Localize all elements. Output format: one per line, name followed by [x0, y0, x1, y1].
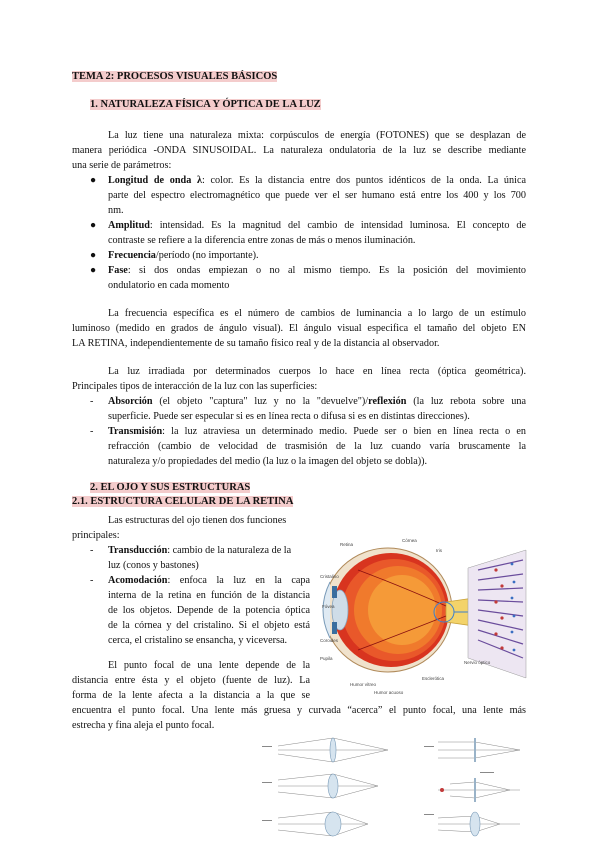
eye-label: Córnea: [402, 538, 417, 543]
lens-mark: [474, 778, 476, 802]
eye-label: Humor acuoso: [374, 690, 404, 695]
focal-point-paragraph: El punto focal de una lente depende de la distancia entre ésta y el objeto (fuente de luz). La forma de la lente afecta a la distancia a la que se encuentra el punto focal. Una lente más gruesa y curvada “acerca” el punto focal, una lente más estrecha y fina aleja el punto focal.: [72, 660, 526, 731]
cornea-shape: [323, 582, 330, 638]
list-item: ● Amplitud: intensidad. Es la magnitud del cambio de intensidad luminosa. El concepto de contraste se refiere a la diferencia entre zonas de más o menos iluminación.: [90, 220, 526, 246]
eye-label: Iris: [436, 548, 442, 553]
irradiated-light-paragraph: La luz irradiada por determinados cuerpos lo hace en línea recta (óptica geométrica). Principales tipos de interacción de la luz con las superficies:: [72, 366, 526, 392]
frequency-paragraph: La frecuencia específica es el número de cambios de luminancia a lo largo de un estímulo luminoso (medido en grados de ángulo visual). El ángulo visual especifica el tamaño del objeto EN LA RETINA, independientemente de su tamaño físico real y de la distancia al observador.: [72, 308, 526, 349]
eye-label: Nervio óptico: [464, 660, 491, 665]
medium-lens-shape: [328, 774, 338, 798]
document-title: TEMA 2: PROCESOS VISUALES BÁSICOS: [72, 71, 278, 82]
light-source-dot: [440, 788, 444, 792]
iris-bottom-shape: [332, 622, 337, 634]
lens-focal-diagram-left: [258, 732, 408, 842]
section1-intro: La luz tiene una naturaleza mixta: corpúsculos de energía (FOTONES) que se desplazan de manera periódica -ONDA SINUSOIDAL. La naturaleza ondulatoria de la luz se describe mediante una serie de parámetros:: [72, 130, 526, 171]
section1-heading: 1. NATURALEZA FÍSICA Y ÓPTICA DE LA LUZ: [90, 99, 321, 110]
eye-label: Retina: [340, 542, 354, 547]
eye-label: Pupila: [320, 656, 333, 661]
thick-lens-shape: [325, 812, 341, 836]
list-item: ● Fase: si dos ondas empiezan o no al mismo tiempo. Es la posición del movimiento ondulatorio en cada momento: [90, 265, 526, 291]
list-item: - Transmisión: la luz atraviesa un determinado medio. Puede ser o bien en línea recta o en refracción (cambio de velocidad de trasmisión de la luz cuando varía bruscamente la naturaleza y/o propiedades del medio (la luz o la imagen del objeto se dobla)).: [90, 426, 526, 467]
eye-label: Fóvea: [322, 604, 335, 609]
list-item: - Absorción (el objeto "captura" luz y no la "devuelve")/reflexión (la luz rebota sobre una superficie. Puede ser especular si es en línea recta o difusa si es en distintas direcciones).: [90, 396, 526, 422]
list-item: - Acomodación: enfoca la luz en la capa interna de la retina en función de la distancia de los objetos. Depende de la potencia óptica de la córnea y del cristalino. Si el objeto está cerca, el cristalino se ensancha, y viceversa.: [90, 575, 310, 646]
eye-label: Cristalino: [320, 574, 339, 579]
list-item: ● Longitud de onda λ: color. Es la distancia entre dos puntos idénticos de la onda. La única parte del espectro electromagnético que puede ver el ser humano está entre los 400 y los 700 nm.: [90, 175, 526, 216]
eye-label: Humor vítreo: [350, 682, 377, 687]
eye-label: Esclerótica: [422, 676, 445, 681]
iris-top-shape: [332, 586, 337, 598]
retina-cells-illustration: [468, 550, 526, 678]
thin-lens-shape: [330, 738, 336, 762]
section2-heading: 2. EL OJO Y SUS ESTRUCTURAS: [90, 482, 251, 493]
list-item: ● Frecuencia/período (no importante).: [90, 250, 259, 261]
eye-anatomy-image: [318, 530, 528, 698]
lens-mark: [474, 738, 476, 762]
interaction-list: [86, 394, 526, 469]
section2-subheading: 2.1. ESTRUCTURA CELULAR DE LA RETINA: [72, 496, 294, 507]
lens-focal-diagram-right: [420, 732, 530, 842]
vitreous-inner-shape: [368, 575, 436, 645]
retina-structure-text: Las estructuras del ojo tienen dos funciones principales:: [72, 515, 287, 541]
lens-shape: [470, 812, 480, 836]
list-item: - Transducción: cambio de la naturaleza de la luz (conos y bastones): [90, 545, 292, 571]
parameter-list: [86, 173, 526, 293]
eye-function-list: [86, 543, 310, 648]
eye-label: Coroides: [320, 638, 339, 643]
